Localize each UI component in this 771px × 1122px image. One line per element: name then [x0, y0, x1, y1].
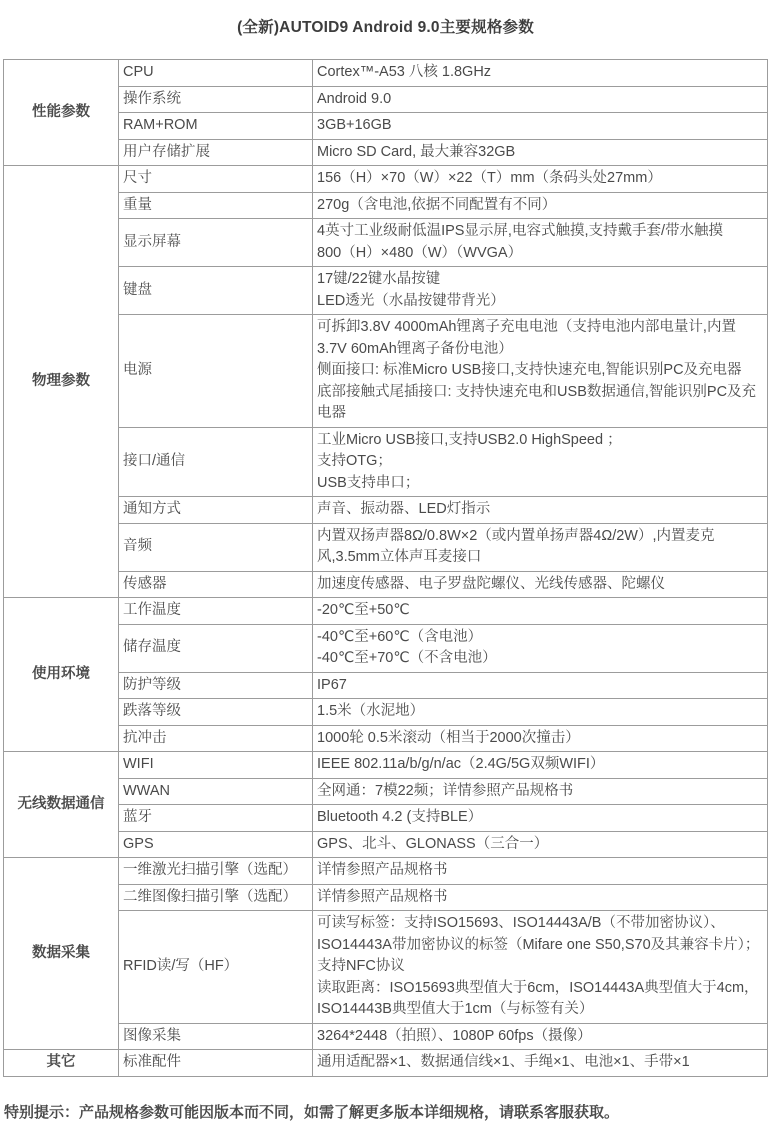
- parameter-cell: 电源: [119, 315, 313, 428]
- parameter-cell: 标准配件: [119, 1050, 313, 1077]
- parameter-cell: 显示屏幕: [119, 219, 313, 267]
- value-line: 支持OTG；: [317, 453, 392, 469]
- footer-note: 特别提示：产品规格参数可能因版本而不同，如需了解更多版本详细规格，请联系客服获取。: [4, 1103, 620, 1121]
- value-line: 800（H）×480（W）（WVGA）: [317, 244, 523, 261]
- value-cell: [313, 831, 768, 858]
- value-cell: [313, 1023, 768, 1050]
- parameter-cell: 音频: [119, 523, 313, 571]
- value-line: -20℃至+50℃: [317, 602, 410, 618]
- table-row: [4, 60, 768, 87]
- value-line: 3GB+16GB: [317, 117, 392, 133]
- table-row: [4, 86, 768, 113]
- table-row: [4, 752, 768, 779]
- value-line: 17键/22键水晶按键: [317, 271, 441, 287]
- table-row: [4, 267, 768, 315]
- value-line: IEEE 802.11a/b/g/n/ac（2.4G/5G双频WIFI）: [317, 756, 605, 772]
- table-row: [4, 699, 768, 726]
- table-row: [4, 113, 768, 140]
- value-cell: [313, 113, 768, 140]
- value-cell: [313, 911, 768, 1024]
- value-line: 1.5米（水泥地）: [317, 703, 425, 719]
- parameter-cell: 储存温度: [119, 624, 313, 672]
- table-row: [4, 427, 768, 497]
- value-cell: [313, 166, 768, 193]
- parameter-cell: RFID读/写（HF）: [119, 911, 313, 1024]
- value-cell: [313, 60, 768, 87]
- category-cell: 其它: [4, 1050, 119, 1077]
- value-line: 声音、振动器、LED灯指示: [317, 501, 491, 517]
- value-line: 侧面接口: 标准Micro USB接口,支持快速充电,智能识别PC及充电器: [317, 362, 742, 378]
- value-cell: [313, 884, 768, 911]
- value-line: 1000轮 0.5米滚动（相当于2000次撞击）: [317, 729, 580, 746]
- value-line: IP67: [317, 676, 347, 693]
- table-row: [4, 166, 768, 193]
- value-cell: [313, 858, 768, 885]
- value-cell: [313, 523, 768, 571]
- table-row: [4, 219, 768, 267]
- value-line: Bluetooth 4.2 (支持BLE）: [317, 809, 483, 825]
- value-cell: [313, 805, 768, 832]
- value-cell: [313, 571, 768, 598]
- table-row: [4, 778, 768, 805]
- parameter-cell: 键盘: [119, 267, 313, 315]
- value-cell: [313, 427, 768, 497]
- category-cell: 使用环境: [4, 598, 119, 752]
- value-cell: [313, 725, 768, 752]
- parameter-cell: RAM+ROM: [119, 113, 313, 140]
- parameter-cell: CPU: [119, 60, 313, 87]
- value-cell: [313, 624, 768, 672]
- value-line: USB支持串口；: [317, 474, 420, 491]
- table-row: [4, 884, 768, 911]
- table-row: [4, 624, 768, 672]
- value-line: 工业Micro USB接口,支持USB2.0 HighSpeed ；: [317, 431, 622, 448]
- value-line: 通用适配器×1、数据通信线×1、手绳×1、电池×1、手带×1: [317, 1054, 690, 1070]
- table-row: [4, 672, 768, 699]
- value-line: 全网通：7模22频；详情参照产品规格书: [317, 782, 574, 799]
- table-row: [4, 805, 768, 832]
- table-row: [4, 1050, 768, 1077]
- value-line: 156（H）×70（W）×22（T）mm（条码头处27mm）: [317, 170, 662, 186]
- value-line: 详情参照产品规格书: [317, 888, 448, 905]
- table-row: [4, 858, 768, 885]
- value-line: 底部接触式尾插接口: 支持快速充电和USB数据通信,智能识别PC及充电器: [317, 383, 757, 421]
- value-cell: [313, 752, 768, 779]
- value-line: GPS、北斗、GLONASS（三合一）: [317, 835, 549, 852]
- value-line: 内置双扬声器8Ω/0.8W×2（或内置单扬声器4Ω/2W）,内置麦克风,3.5mm立体声耳麦接口: [317, 527, 715, 565]
- parameter-cell: WWAN: [119, 778, 313, 805]
- value-cell: [313, 86, 768, 113]
- parameter-cell: 尺寸: [119, 166, 313, 193]
- value-cell: [313, 672, 768, 699]
- page-title: (全新)AUTOID9 Android 9.0主要规格参数: [237, 19, 534, 36]
- value-line: 可读写标签：支持ISO15693、ISO14443A/B（不带加密协议）、ISO14443A带加密协议的标签（Mifare one S50,S70及其兼容卡片）；支持NFC协议: [317, 915, 760, 974]
- parameter-cell: 传感器: [119, 571, 313, 598]
- parameter-cell: WIFI: [119, 752, 313, 779]
- value-cell: [313, 192, 768, 219]
- parameter-cell: 一维激光扫描引擎（选配）: [119, 858, 313, 885]
- value-line: Cortex™-A53 八核 1.8GHz: [317, 64, 492, 80]
- parameter-cell: 防护等级: [119, 672, 313, 699]
- value-cell: [313, 315, 768, 428]
- category-cell: 物理参数: [4, 166, 119, 598]
- spec-table: [3, 59, 768, 1077]
- table-row: [4, 1023, 768, 1050]
- value-line: 可拆卸3.8V 4000mAh锂离子充电电池（支持电池内部电量计,内置3.7V 60mAh锂离子备份电池）: [317, 319, 736, 357]
- value-cell: [313, 497, 768, 524]
- parameter-cell: 用户存储扩展: [119, 139, 313, 166]
- table-row: [4, 911, 768, 1024]
- category-cell: 数据采集: [4, 858, 119, 1050]
- parameter-cell: 通知方式: [119, 497, 313, 524]
- parameter-cell: 重量: [119, 192, 313, 219]
- table-row: [4, 598, 768, 625]
- value-line: Android 9.0: [317, 90, 392, 107]
- table-row: [4, 497, 768, 524]
- category-cell: 无线数据通信: [4, 752, 119, 858]
- value-cell: [313, 1050, 768, 1077]
- table-row: [4, 725, 768, 752]
- table-row: [4, 315, 768, 428]
- table-row: [4, 831, 768, 858]
- table-row: [4, 571, 768, 598]
- value-cell: [313, 598, 768, 625]
- parameter-cell: 抗冲击: [119, 725, 313, 752]
- value-line: -40℃至+70℃（不含电池）: [317, 650, 497, 666]
- table-row: [4, 192, 768, 219]
- value-line: 读取距离：ISO15693典型值大于6cm，ISO14443A典型值大于4cm，ISO14443B典型值大于1cm（与标签有关）: [317, 979, 759, 1017]
- value-line: 详情参照产品规格书: [317, 862, 448, 878]
- value-line: 270g（含电池,依据不同配置有不同）: [317, 196, 557, 213]
- value-line: LED透光（水晶按键带背光）: [317, 292, 505, 309]
- category-cell: 性能参数: [4, 60, 119, 166]
- value-line: 加速度传感器、电子罗盘陀螺仪、光线传感器、陀螺仪: [317, 575, 665, 592]
- parameter-cell: 接口/通信: [119, 427, 313, 497]
- value-cell: [313, 219, 768, 267]
- value-line: Micro SD Card, 最大兼容32GB: [317, 143, 516, 160]
- table-row: [4, 139, 768, 166]
- parameter-cell: 蓝牙: [119, 805, 313, 832]
- value-cell: [313, 139, 768, 166]
- value-cell: [313, 267, 768, 315]
- parameter-cell: 操作系统: [119, 86, 313, 113]
- value-line: 4英寸工业级耐低温IPS显示屏,电容式触摸,支持戴手套/带水触摸: [317, 223, 724, 239]
- parameter-cell: 图像采集: [119, 1023, 313, 1050]
- value-cell: [313, 778, 768, 805]
- table-row: [4, 523, 768, 571]
- parameter-cell: 二维图像扫描引擎（选配）: [119, 884, 313, 911]
- value-line: 3264*2448（拍照）、1080P 60fps（摄像）: [317, 1027, 592, 1044]
- parameter-cell: 工作温度: [119, 598, 313, 625]
- value-line: -40℃至+60℃（含电池）: [317, 628, 483, 645]
- parameter-cell: 跌落等级: [119, 699, 313, 726]
- value-cell: [313, 699, 768, 726]
- parameter-cell: GPS: [119, 831, 313, 858]
